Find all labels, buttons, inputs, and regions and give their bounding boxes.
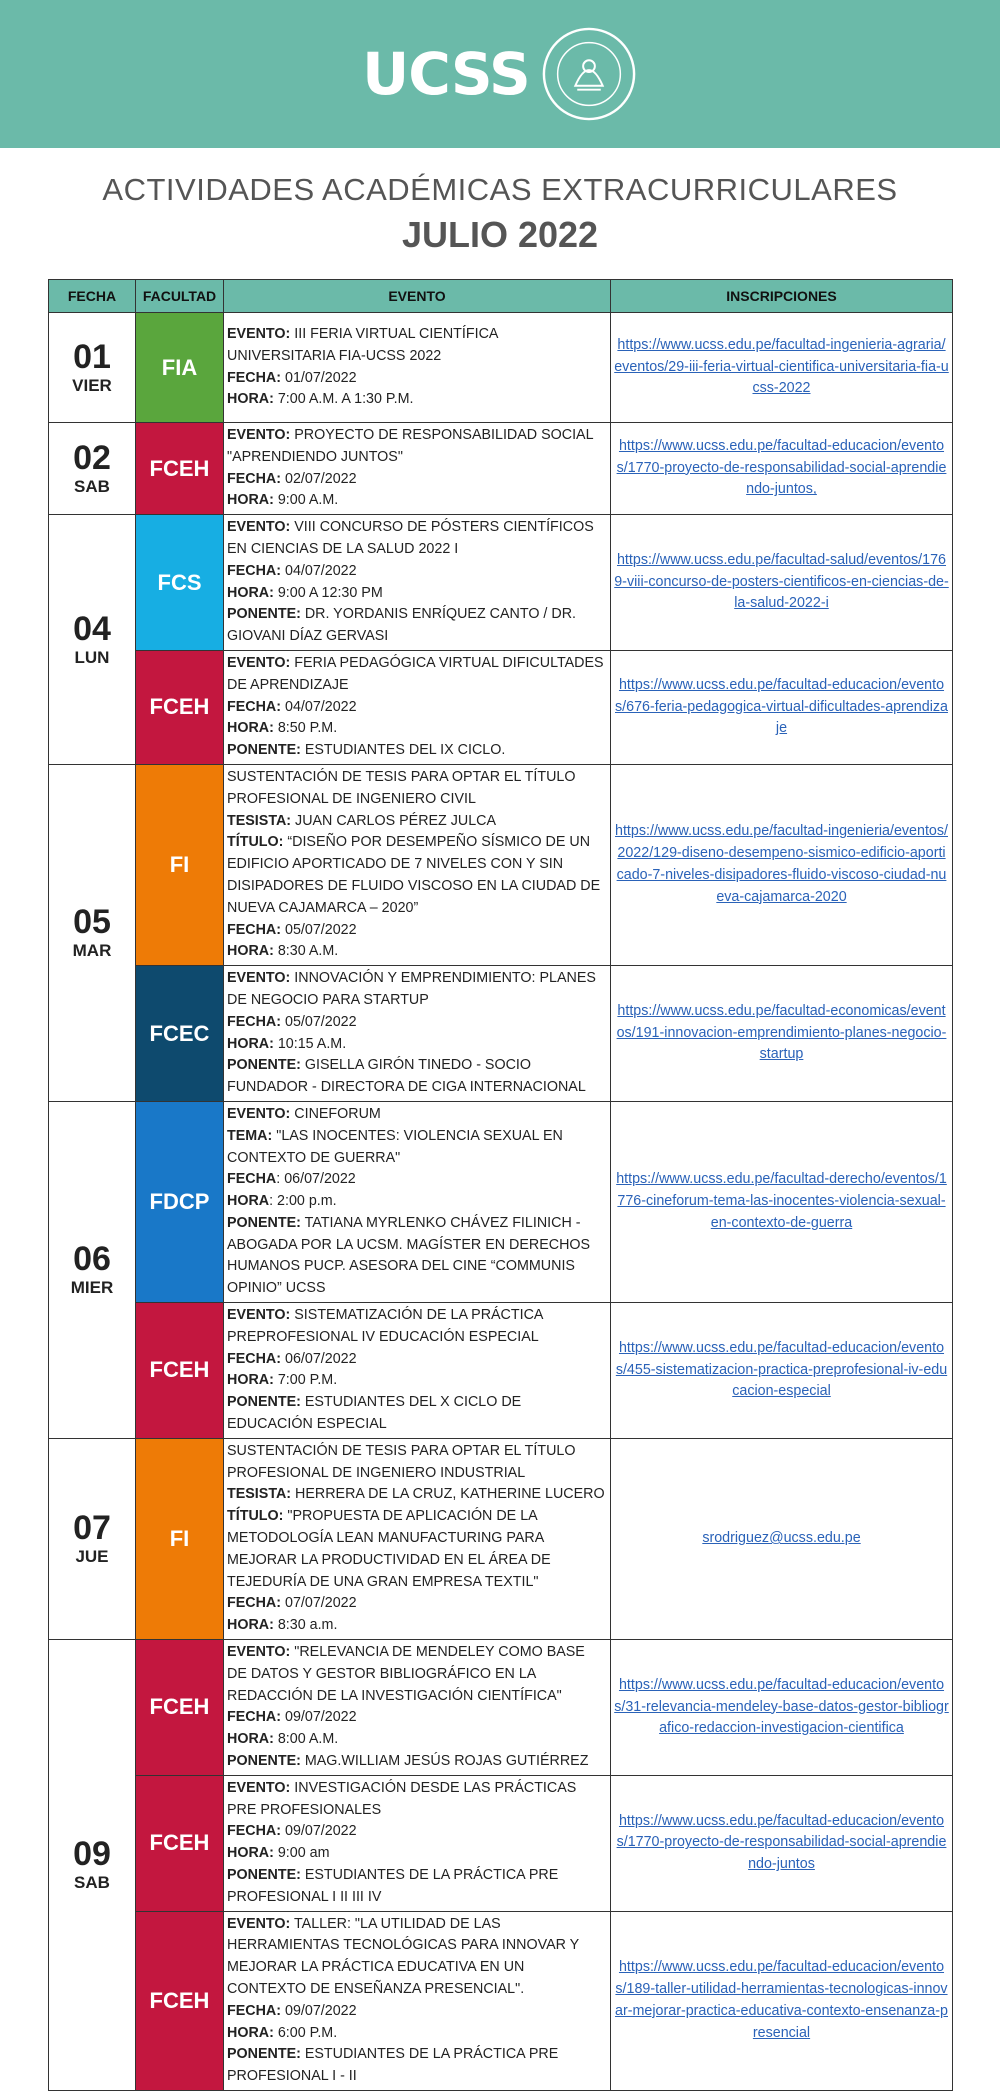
event-details [224,1640,611,1776]
faculty-badge: FCEH [136,650,224,764]
registration-link[interactable]: https://www.ucss.edu.pe/facultad-educacion/eventos/455-sistematizacion-practica-preprofesional-iv-educacion-especial [615,1339,948,1400]
event-details [224,515,611,651]
event-line: HORA: 6:00 P.M. [227,2024,338,2041]
event-details [224,1775,611,1911]
event-line: HORA: 2:00 p.m. [227,1193,337,1210]
date-cell [49,1438,136,1639]
event-line: FECHA: 01/07/2022 [227,369,357,386]
event-line: EVENTO: CINEFORUM [227,1105,381,1122]
event-line: FECHA: 02/07/2022 [227,470,357,487]
registration-cell [611,966,953,1102]
registration-link[interactable]: srodriguez@ucss.edu.pe [702,1530,861,1547]
event-line: FECHA: 07/07/2022 [227,1595,357,1612]
event-line: FECHA: 06/07/2022 [227,1350,357,1367]
registration-cell [611,650,953,764]
day-of-week: JUE [75,1546,109,1566]
table-row [49,313,953,423]
event-line: HORA: 8:00 A.M. [227,1731,339,1748]
registration-cell [611,1775,953,1911]
event-line: EVENTO: SISTEMATIZACIÓN DE LA PRÁCTICA PREPROFESIONAL IV EDUCACIÓN ESPECIAL [227,1307,543,1345]
events-table [48,279,953,2091]
event-details [224,650,611,764]
event-line: TÍTULO: “DISEÑO POR DESEMPEÑO SÍSMICO DE UN EDIFICIO APORTICADO DE 7 NIVELES CON Y SIN DISIPADORES DE FLUIDO VISCOSO EN LA CIUDAD DE NUEVA CAJAMARCA – 2020” [227,834,601,916]
day-number: 04 [73,609,111,648]
event-line: HORA: 9:00 A 12:30 PM [227,584,383,601]
registration-cell [611,1101,953,1302]
event-line: HORA: 9:00 am [227,1845,330,1862]
faculty-badge: FCEH [136,1775,224,1911]
event-line: PONENTE: TATIANA MYRLENKO CHÁVEZ FILINICH - ABOGADA POR LA UCSM. MAGÍSTER EN DERECHOS HUMANOS PUCP. ASESORA DEL CINE “COMMUNIS OPINIO” UCSS [227,1214,591,1297]
registration-cell [611,1438,953,1639]
faculty-badge: FCEC [136,966,224,1102]
table-row [49,1640,953,1776]
registration-cell [611,313,953,423]
day-number: 09 [73,1835,111,1873]
event-line: PONENTE: ESTUDIANTES DE LA PRÁCTICA PRE PROFESIONAL I II III IV [227,1867,559,1905]
registration-link[interactable]: https://www.ucss.edu.pe/facultad-educacion/eventos/676-feria-pedagogica-virtual-dificultades-aprendizaje [615,676,948,737]
registration-cell [611,423,953,515]
event-details [224,1438,611,1639]
day-number: 05 [73,902,111,941]
event-line: HORA: 8:30 a.m. [227,1617,338,1634]
event-line: HORA: 8:50 P.M. [227,720,338,737]
event-line: PONENTE: DR. YORDANIS ENRÍQUEZ CANTO / DR. GIOVANI DÍAZ GERVASI [227,606,576,645]
faculty-badge: FCEH [136,423,224,515]
event-line: PONENTE: GISELLA GIRÓN TINEDO - SOCIO FUNDADOR - DIRECTORA DE CIGA INTERNACIONAL [227,1057,586,1096]
event-line: FECHA: 09/07/2022 [227,1709,357,1726]
page-title: ACTIVIDADES ACADÉMICAS EXTRACURRICULARES [102,172,898,207]
event-details [224,423,611,515]
event-line: HORA: 8:30 A.M. [227,943,339,960]
event-line: EVENTO: INNOVACIÓN Y EMPRENDIMIENTO: PLANES DE NEGOCIO PARA STARTUP [227,970,596,1008]
event-line: FECHA: 06/07/2022 [227,1171,356,1188]
event-line: HORA: 7:00 A.M. A 1:30 P.M. [227,391,414,408]
event-details [224,764,611,965]
event-line: FECHA: 04/07/2022 [227,698,357,715]
date-cell [49,313,136,423]
event-line: EVENTO: INVESTIGACIÓN DESDE LAS PRÁCTICAS PRE PROFESIONALES [227,1779,577,1818]
registration-link[interactable]: https://www.ucss.edu.pe/facultad-educacion/eventos/31-relevancia-mendeley-base-datos-gestor-bibliografico-redaccion-investigacion-cientifica [614,1676,949,1737]
event-line: TEMA: "LAS INOCENTES: VIOLENCIA SEXUAL EN CONTEXTO DE GUERRA" [227,1127,563,1166]
event-line: FECHA: 04/07/2022 [227,562,357,579]
day-of-week: MAR [72,940,112,960]
registration-cell [611,1911,953,2090]
day-of-week: VIER [72,375,112,395]
faculty-badge: FIA [136,313,224,423]
day-number: 02 [73,438,111,477]
event-line: PONENTE: ESTUDIANTES DEL IX CICLO. [227,742,506,759]
day-of-week: MIER [70,1277,114,1297]
faculty-badge: FCEH [136,1303,224,1439]
day-number: 07 [73,1508,111,1547]
day-of-week: LUN [74,647,110,667]
col-header-facultad: FACULTAD [136,280,224,313]
event-line: EVENTO: VIII CONCURSO DE PÓSTERS CIENTÍFICOS EN CIENCIAS DE LA SALUD 2022 I [227,519,594,557]
event-line: PONENTE: ESTUDIANTES DE LA PRÁCTICA PRE PROFESIONAL I - II [227,2046,559,2085]
event-details [224,1911,611,2090]
event-line: SUSTENTACIÓN DE TESIS PARA OPTAR EL TÍTULO PROFESIONAL DE INGENIERO INDUSTRIAL [227,1442,576,1481]
header-banner [0,0,1000,148]
table-header-row [49,280,953,313]
registration-link[interactable]: https://www.ucss.edu.pe/facultad-ingenieria/eventos/2022/129-diseno-desempeno-sismico-edificio-aporticado-7-niveles-disipadores-fluido-viscoso-ciudad-nueva-cajamarca-2020 [615,823,948,905]
col-header-fecha: FECHA [49,280,136,313]
event-line: FECHA: 09/07/2022 [227,2002,357,2019]
registration-link[interactable]: https://www.ucss.edu.pe/facultad-ingenieria-agraria/eventos/29-iii-feria-virtual-cientifica-universitaria-fia-ucss-2022 [614,336,949,397]
day-number: 01 [73,337,111,376]
event-line: PONENTE: ESTUDIANTES DEL X CICLO DE EDUCACIÓN ESPECIAL [227,1394,522,1433]
event-details [224,1101,611,1302]
ucss-logo-text: UCSS [362,40,530,108]
event-line: HORA: 10:15 A.M. [227,1035,347,1052]
event-line: TÍTULO: "PROPUESTA DE APLICACIÓN DE LA METODOLOGÍA LEAN MANUFACTURING PARA MEJORAR LA PRODUCTIVIDAD EN EL ÁREA DE TEJEDURÍA DE UNA GRAN EMPRESA TEXTIL" [227,1508,551,1590]
registration-cell [611,1640,953,1776]
date-cell [49,764,136,1101]
day-of-week: SAB [74,476,110,496]
day-number: 06 [73,1239,111,1278]
event-line: TESISTA: HERRERA DE LA CRUZ, KATHERINE LUCERO [227,1486,605,1503]
event-line: HORA: 9:00 A.M. [227,492,339,509]
event-line: TESISTA: JUAN CARLOS PÉREZ JULCA [227,812,497,829]
event-line: EVENTO: TALLER: "LA UTILIDAD DE LAS HERRAMIENTAS TECNOLÓGICAS PARA INNOVAR Y MEJORAR LA PRÁCTICA EDUCATIVA EN UN CONTEXTO DE ENSEÑANZA PRESENCIAL". [227,1915,579,1997]
table-row [49,515,953,651]
table-row [49,1303,953,1439]
event-details [224,1303,611,1439]
event-details [224,966,611,1102]
event-line: EVENTO: III FERIA VIRTUAL CIENTÍFICA UNIVERSITARIA FIA-UCSS 2022 [227,325,498,364]
faculty-badge: FDCP [136,1101,224,1302]
registration-link[interactable]: https://www.ucss.edu.pe/facultad-salud/eventos/1769-viii-concurso-de-posters-cientificos-en-ciencias-de-la-salud-2022-i [614,551,949,612]
registration-cell [611,764,953,965]
day-of-week: SAB [74,1873,110,1892]
table-row [49,1775,953,1911]
date-cell [49,515,136,765]
event-line: FECHA: 09/07/2022 [227,1823,357,1840]
event-line: PONENTE: MAG.WILLIAM JESÚS ROJAS GUTIÉRREZ [227,1753,589,1770]
registration-link[interactable]: https://www.ucss.edu.pe/facultad-economicas/eventos/191-innovacion-emprendimiento-planes-negocio-startup [616,1002,947,1063]
registration-cell [611,1303,953,1439]
table-row [49,966,953,1102]
event-line: EVENTO: "RELEVANCIA DE MENDELEY COMO BASE DE DATOS Y GESTOR BIBLIOGRÁFICO EN LA REDACCIÓN DE LA INVESTIGACIÓN CIENTÍFICA" [227,1644,585,1704]
faculty-badge: FI [136,1438,224,1639]
event-line: HORA: 7:00 P.M. [227,1372,338,1389]
event-line: SUSTENTACIÓN DE TESIS PARA OPTAR EL TÍTULO PROFESIONAL DE INGENIERO CIVIL [227,768,576,807]
event-line: FECHA: 05/07/2022 [227,921,357,938]
date-cell [49,423,136,515]
faculty-badge: FI [136,764,224,965]
event-line: EVENTO: PROYECTO DE RESPONSABILIDAD SOCIAL "APRENDIENDO JUNTOS" [227,427,593,465]
event-line: FECHA: 05/07/2022 [227,1013,357,1030]
table-row [49,1438,953,1639]
registration-link[interactable]: https://www.ucss.edu.pe/facultad-derecho/eventos/1776-cineforum-tema-las-inocentes-violencia-sexual-en-contexto-de-guerra [616,1171,947,1231]
table-row [49,650,953,764]
page-subtitle: JULIO 2022 [401,214,599,255]
event-details [224,313,611,423]
col-header-inscripciones: INSCRIPCIONES [611,280,953,313]
table-row [49,1101,953,1302]
event-line: EVENTO: FERIA PEDAGÓGICA VIRTUAL DIFICULTADES DE APRENDIZAJE [227,654,604,693]
registration-link[interactable]: https://www.ucss.edu.pe/facultad-educacion/eventos/1770-proyecto-de-responsabilidad-social-aprendiendo-juntos, [616,437,947,498]
table-row [49,1911,953,2090]
col-header-evento: EVENTO [224,280,611,313]
registration-link[interactable]: https://www.ucss.edu.pe/facultad-educacion/eventos/1770-proyecto-de-responsabilidad-social-aprendiendo-juntos [616,1812,947,1873]
registration-link[interactable]: https://www.ucss.edu.pe/facultad-educacion/eventos/189-taller-utilidad-herramientas-tecnologicas-innovar-mejorar-practica-educativa-contexto-ensenanza-presencial [615,1959,948,2041]
registration-cell [611,515,953,651]
table-row [49,423,953,515]
table-row [49,764,953,965]
faculty-badge: FCS [136,515,224,651]
date-cell [49,1101,136,1438]
events-table-body [49,313,953,2091]
faculty-badge: FCEH [136,1640,224,1776]
university-seal-icon [540,25,638,123]
faculty-badge: FCEH [136,1911,224,2090]
date-cell [49,1640,136,2091]
